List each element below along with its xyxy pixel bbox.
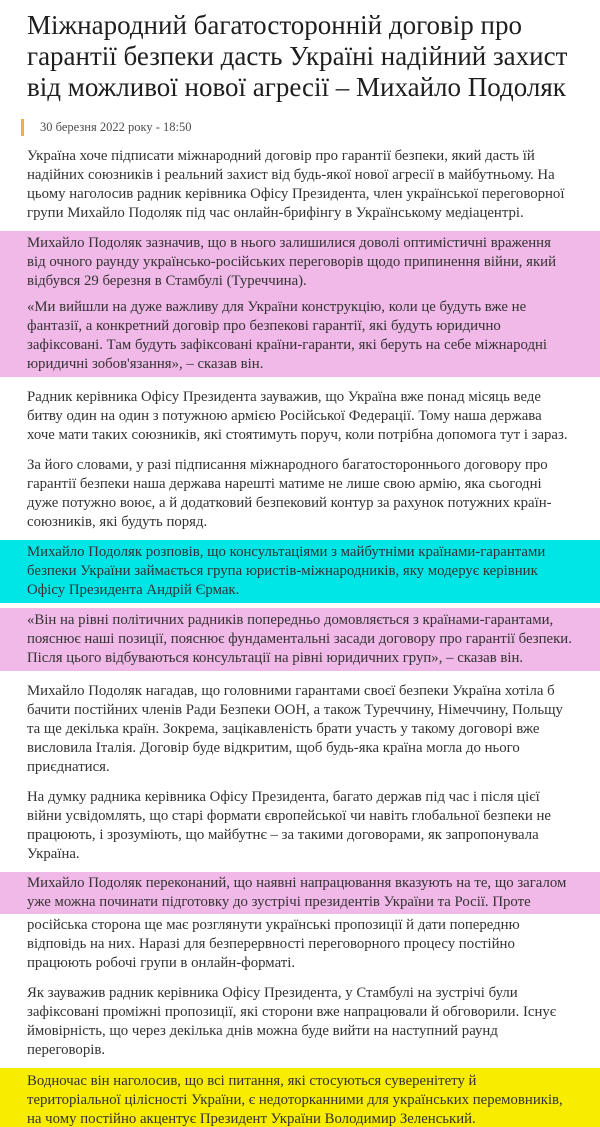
publish-date-row xyxy=(21,119,573,136)
paragraph: Як зауважив радник керівника Офісу Президента, у Стамбулі на зустрічі були зафіксовані проміжні пропозиції, які сторони вже напрацювали й обговорили. Існує ймовірність, що через декілька днів можна буде вийти на наступний раунд переговорів. xyxy=(27,985,557,1058)
paragraph-highlighted-pink: «Він на рівні політичних радників попередньо домовляється з країнами-гарантами, пояснює наші позиції, пояснює фундаментальні засади договору про гарантії безпеки. Після цього відбуваються консультації на рівні юридичних груп», – сказав він. xyxy=(27,612,572,666)
paragraph-continuation: російська сторона ще має розглянути українські пропозиції й дати попередню відповідь на них. Наразі для безперервності переговорного процесу постійно працюють робочі групи в онлайн-форматі. xyxy=(27,917,520,971)
paragraph-highlighted-pink: «Ми вийшли на дуже важливу для України конструкцію, коли це будуть вже не фантазії, а конкретний договір про безпекові гарантії, які будуть юридично зафіксовані. Там будуть зафіксовані країни-гаранти, які беруть на себе міжнародні юридичні зобов'язання», – сказав він. xyxy=(27,299,548,372)
paragraph: Михайло Подоляк нагадав, що головними гарантами своєї безпеки Україна хотіла б бачити постійних членів Ради Безпеки ООН, а також Туреччину, Німеччину, Польщу та ще декілька країн. Зокрема, зацікавленість брати участь у такому договорі вже висловила Італія. Договір буде відкритим, щоб будь-яка країна могла до нього приєднатися. xyxy=(27,683,563,775)
paragraph-highlighted-cyan: Михайло Подоляк розповів, що консультаціями з майбутніми країнами-гарантами безпеки України займається група юристів-міжнародників, яку модерує керівник Офісу Президента Андрій Єрмак. xyxy=(27,544,546,598)
paragraph-lead: Україна хоче підписати міжнародний договір про гарантії безпеки, який дасть їй надійних союзників і реальний захист від будь-якої нової агресії в майбутньому. На цьому наголосив радник керівника Офісу Президента, член української переговорної групи Михайло Подоляк під час онлайн-брифінгу в Українському медіацентрі. xyxy=(27,148,565,221)
highlight-block-pink-2 xyxy=(0,608,600,671)
paragraph: За його словами, у разі підписання міжнародного багатостороннього договору про гарантії безпеки наша держава нарешті матиме не лише свою армію, яка сьогодні дуже потужно воює, а й додатковий безпековий контур за рахунок потужних країн-союзників, які будуть поряд. xyxy=(27,457,552,530)
paragraph-highlighted-yellow: Водночас він наголосив, що всі питання, які стосуються суверенітету й територіальної цілісності України, є недоторканними для українських перемовників, на чому постійно акцентує Президент України Володимир Зеленський. xyxy=(27,1073,563,1127)
highlight-block-yellow xyxy=(0,1068,600,1127)
paragraph-highlighted-pink: Михайло Подоляк зазначив, що в нього залишилися доволі оптимістичні враження від очного раунду українсько-російських переговорів щодо припинення війни, який відбувся 29 березня в Стамбулі (Туреччина). xyxy=(27,235,557,289)
paragraph-highlighted-pink-partial: Михайло Подоляк переконаний, що наявні напрацювання вказують на те, що загалом уже можна починати підготовку до зустрічі президентів України та Росії. Проте xyxy=(27,875,567,910)
date-marker-bar xyxy=(21,119,24,136)
highlight-block-cyan xyxy=(0,540,600,603)
publish-date: 30 березня 2022 року - 18:50 xyxy=(40,120,192,134)
paragraph: На думку радника керівника Офісу Президента, багато держав під час і після цієї війни усвідомлять, що старі формати європейської чи навіть глобальної безпеки не працюють, і зрозуміють, що майбутнє – за такими договорами, як запропонувала Україна. xyxy=(27,789,551,862)
paragraph: Радник керівника Офісу Президента зауважив, що Україна вже понад місяць веде битву один на один з потужною армією Російської Федерації. Тому наша держава хоче мати таких союзників, які стоятимуть поруч, коли потрібна допомога тут і зараз. xyxy=(27,389,568,443)
highlight-block-pink-partial xyxy=(0,872,600,914)
highlight-block-pink-1 xyxy=(0,231,600,377)
article-title: Міжнародний багатосторонній договір про гарантії безпеки дасть Україні надійний захист від можливої нової агресії – Михайло Подоляк xyxy=(27,10,568,102)
